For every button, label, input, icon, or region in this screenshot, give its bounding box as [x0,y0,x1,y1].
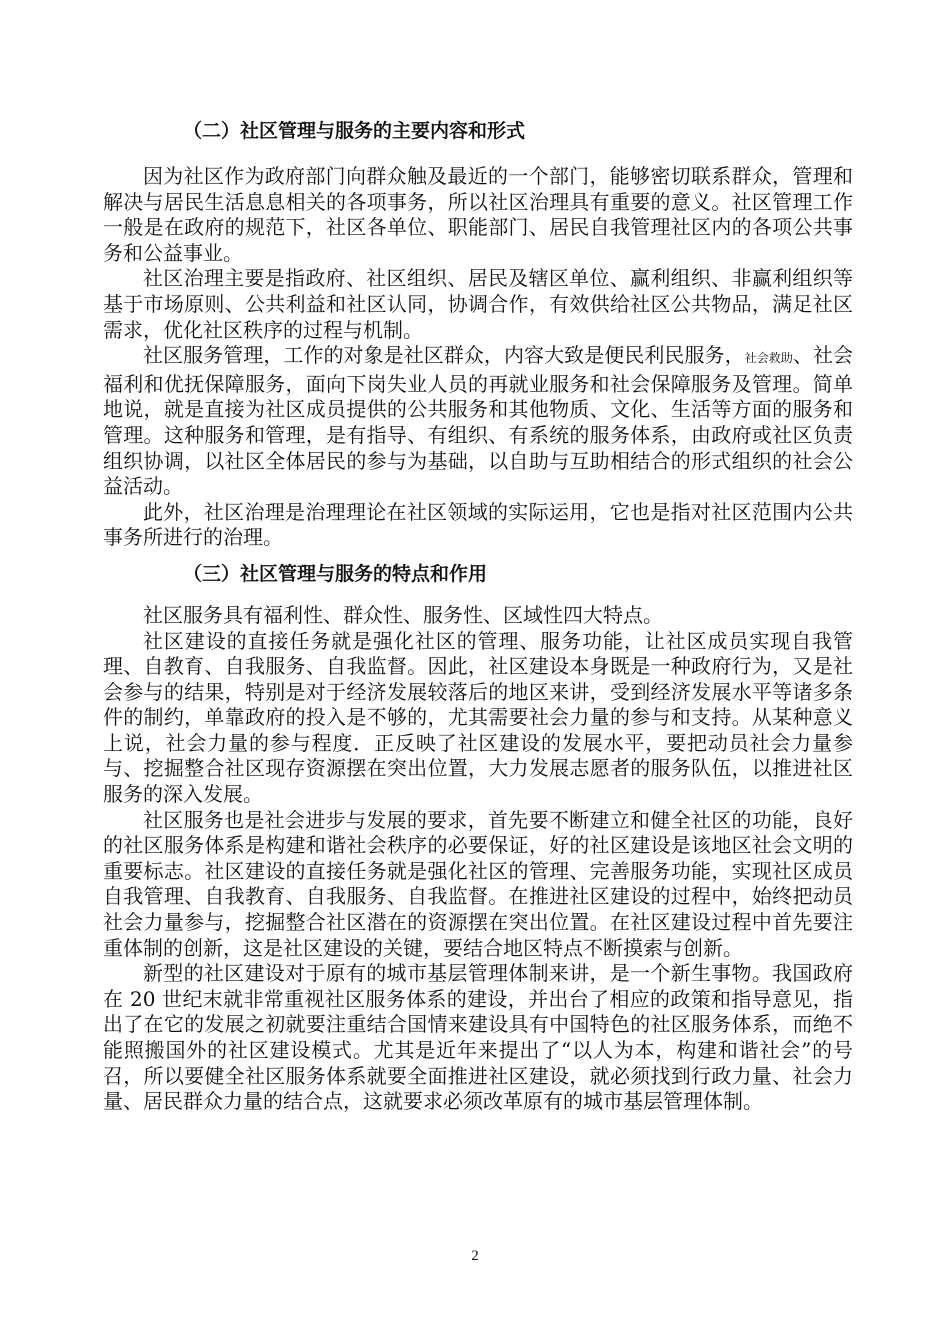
page-number: 2 [471,1248,479,1264]
paragraph-3-1: 社区服务具有福利性、群众性、服务性、区域性四大特点。 [143,602,663,627]
paragraph-2-3 [103,343,853,500]
paragraph-3-3: 社区服务也是社会进步与发展的要求，首先要不断建立和健全社区的功能，良好的社区服务体系是构建和谐社会秩序的必要保证，好的社区建设是该地区社会文明的重要标志。社区建设的直接任务就是强化社区的管理、完善服务功能，实现社区成员自我管理、自我教育、自我服务、自我监督。在推进社区建设的过程中，始终把动员社会力量参与，挖掘整合社区潜在的资源摆在突出位置。在社区建设过程中首先要注重体制的创新，这是社区建设的关键，要结合地区特点不断摸索与创新。 [103,807,853,960]
paragraph-3-2: 社区建设的直接任务就是强化社区的管理、服务功能，让社区成员实现自我管理、自教育、自我服务、自我监督。因此，社区建设本身既是一种政府行为，又是社会参与的结果，特别是对于经济发展较落后的地区来讲，受到经济发展水平等诸多条件的制约，单靠政府的投入是不够的，尤其需要社会力量的参与和支持。从某种意义上说，社会力量的参与程度．正反映了社区建设的发展水平，要把动员社会力量参与、挖掘整合社区现存资源摆在突出位置，大力发展志愿者的服务队伍，以推进社区服务的深入发展。 [103,628,853,807]
paragraph-2-3-start: 社区服务管理，工作的对象是社区群众，内容大致是便民利民服务， [143,343,745,368]
paragraph-2-4: 此外，社区治理是治理理论在社区领域的实际运用，它也是指对社区范围内公共事务所进行的治理。 [103,499,853,550]
document-page [103,118,853,1115]
paragraph-2-3-small-text: 社会救助 [744,351,793,366]
section-heading-2: （二）社区管理与服务的主要内容和形式 [183,120,526,142]
section-heading-3: （三）社区管理与服务的特点和作用 [183,562,488,585]
paragraph-2-2: 社区治理主要是指政府、社区组织、居民及辖区单位、赢利组织、非赢利组织等基于市场原则、公共利益和社区认同，协调合作，有效供给社区公共物品，满足社区需求，优化社区秩序的过程与机制。 [103,266,853,342]
paragraph-2-3-end: 、社会福利和优抚保障服务，面向下岗失业人员的再就业服务和社会保障服务及管理。简单地说，就是直接为社区成员提供的公共服务和其他物质、文化、生活等方面的服务和管理。这种服务和管理，是有指导、有组织、有系统的服务体系，由政府或社区负责组织协调，以社区全体居民的参与为基础，以自助与互助相结合的形式组织的社会公益活动。 [103,343,854,499]
paragraph-2-1: 因为社区作为政府部门向群众触及最近的一个部门，能够密切联系群众，管理和解决与居民生活息息相关的各项事务，所以社区治理具有重要的意义。社区管理工作一般是在政府的规范下，社区各单位、职能部门、居民自我管理社区内的各项公共事务和公益事业。 [103,164,853,265]
paragraph-3-4: 新型的社区建设对于原有的城市基层管理体制来讲，是一个新生事物。我国政府在 20 世纪末就非常重视社区服务体系的建设，并出台了相应的政策和指导意见，指出了在它的发展之初就要注重结合国情来建设具有中国特色的社区服务体系，而绝不能照搬国外的社区建设模式。尤其是近年来提出了“以人为本，构建和谐社会”的号召，所以要健全社区服务体系就要全面推进社区建设，就必须找到行政力量、社会力量、居民群众力量的结合点，这就要求必须改革原有的城市基层管理体制。 [103,961,853,1114]
